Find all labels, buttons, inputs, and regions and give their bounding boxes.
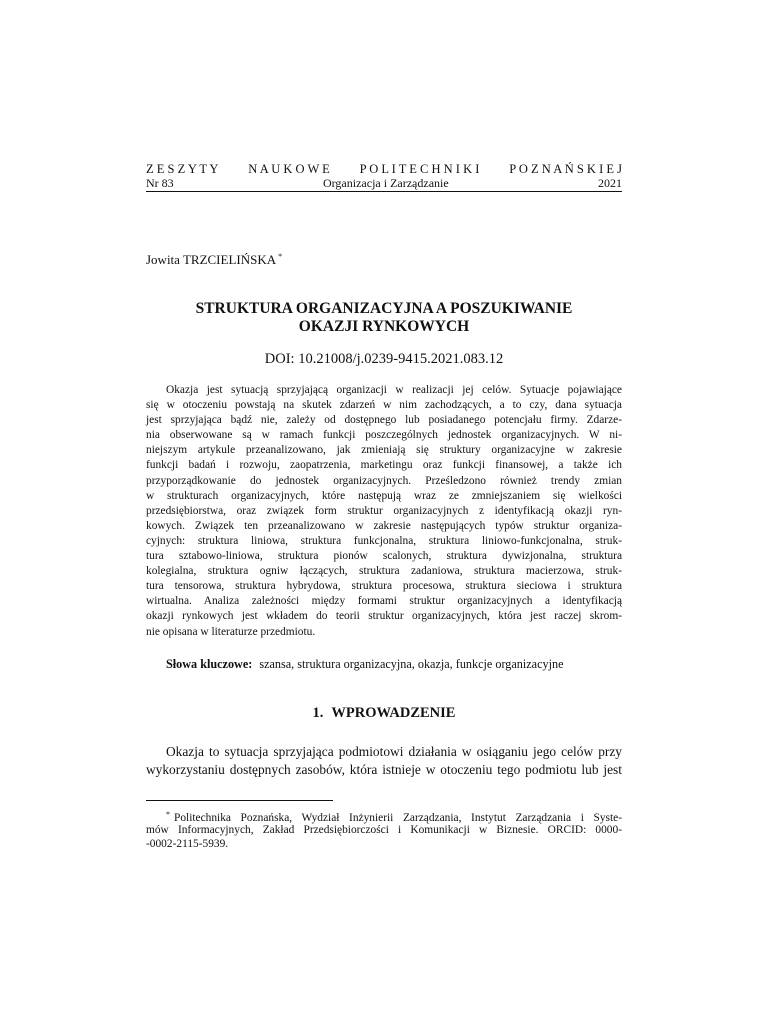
body-line: Okazja to sytuacja sprzyjająca podmiotowi działania w osiąganiu jego celów przy	[166, 744, 622, 759]
abstract-line: jest sprzyjająca bądź nie, zależy od dostępnego lub posiadanego potencjału firmy. Zdarze-	[146, 414, 622, 427]
footnote-divider	[146, 800, 333, 801]
journal-title-word: P O L I T E C H N I K I	[359, 162, 480, 176]
abstract-line: Okazja jest sytuacją sprzyjającą organizacji w realizacji jej celów. Sytuacje pojawiające	[166, 384, 622, 396]
article-title-line: OKAZJI RYNKOWYCH	[298, 318, 470, 335]
issue-number: Nr 83	[146, 176, 174, 190]
abstract-line: nia obserwowane są w ramach funkcji poszczególnych jednostek organizacyjnych. W ni-	[146, 429, 622, 442]
keywords-label: Słowa kluczowe:	[166, 657, 253, 671]
section-number: 1.	[312, 705, 324, 721]
keywords	[166, 656, 622, 672]
issue-year: 2021	[598, 176, 622, 190]
abstract	[146, 383, 622, 640]
footnote-line-text: Politechnika Poznańska, Wydział Inżynierii Zarządzania, Instytut Zarządzania i Syste-	[174, 812, 622, 824]
abstract-line: kolegialna, struktura ogniw łączących, struktura zadaniowa, struktura macierzowa, struk-	[146, 565, 622, 578]
abstract-line: cyjnych: struktura liniowa, struktura funkcjonalna, struktura liniowo-funkcjonalna, struk-	[146, 534, 622, 547]
body-paragraph	[146, 743, 622, 779]
paper-page	[146, 0, 622, 1024]
body-line: wykorzystaniu dostępnych zasobów, która istnieje w otoczeniu tego podmiotu lub jest	[146, 762, 622, 777]
footnote-line: -0002-2115-5939.	[146, 838, 229, 851]
issue-line	[146, 176, 622, 192]
author	[146, 249, 282, 268]
abstract-line: przedsiębiorstwa, oraz związek form struktur organizacyjnych z identyfikacją okazji ryn-	[146, 504, 622, 517]
article-title-line: STRUKTURA ORGANIZACYJNA A POSZUKIWANIE	[195, 300, 573, 317]
section-heading	[146, 705, 622, 722]
keywords-text: szansa, struktura organizacyjna, okazja, funkcje organizacyjne	[259, 657, 564, 671]
abstract-line: wirtualna. Analiza zależności między formami struktur organizacyjnych a identyfikacją	[146, 595, 622, 608]
author-footnote-mark: *	[278, 252, 283, 261]
abstract-line: okazji rynkowych jest wkładem do teorii struktur organizacyjnych, która jest raczej skrom-	[146, 610, 622, 623]
abstract-line: tura tensorowa, struktura hybrydowa, struktura procesowa, struktura sieciowa i struktura	[146, 580, 622, 593]
abstract-line: kowych. Związek ten przeanalizowano w zakresie następujących typów struktur organiza-	[146, 519, 622, 532]
abstract-line: nie opisana w literaturze przedmiotu.	[146, 625, 316, 638]
abstract-line: w strukturach organizacyjnych, które następują wraz ze zmniejszaniem się wielkości	[146, 489, 622, 502]
author-name: Jowita TRZCIELIŃSKA	[146, 252, 277, 267]
footnote	[146, 808, 622, 852]
footnote-mark: *	[166, 810, 170, 819]
abstract-line: przyporządkowanie do jednostek organizacyjnych. Prześledzono również trendy zmian	[146, 474, 622, 487]
abstract-line: tura sztabowo-liniowa, struktura pionów scalonych, struktura dywizjonalna, struktura	[146, 550, 622, 563]
footnote-line	[146, 808, 622, 823]
section-title: WPROWADZENIE	[331, 705, 456, 721]
article-title	[146, 300, 622, 336]
abstract-line: niejszym artykule przeanalizowano, jak zmieniają się struktury organizacyjne w zakresie	[146, 444, 622, 457]
abstract-line: funkcji badań i rozwoju, zaopatrzenia, marketingu oraz funkcji finansowej, a także ich	[146, 459, 622, 472]
journal-title	[146, 162, 622, 176]
journal-section: Organizacja i Zarządzanie	[322, 176, 449, 190]
footnote-line: mów Informacyjnych, Zakład Przedsiębiorczości i Komunikacji w Biznesie. ORCID: 0000-	[146, 823, 622, 836]
journal-title-word: P O Z N A Ń S K I E J	[509, 162, 622, 176]
journal-title-word: N A U K O W E	[248, 162, 330, 176]
doi: DOI: 10.21008/j.0239-9415.2021.083.12	[264, 351, 504, 367]
abstract-line: się w otoczeniu powstają na skutek zdarzeń w nim zachodzących, a to czy, dana sytuacja	[146, 399, 622, 412]
journal-title-word: Z E S Z Y T Y	[146, 162, 219, 176]
